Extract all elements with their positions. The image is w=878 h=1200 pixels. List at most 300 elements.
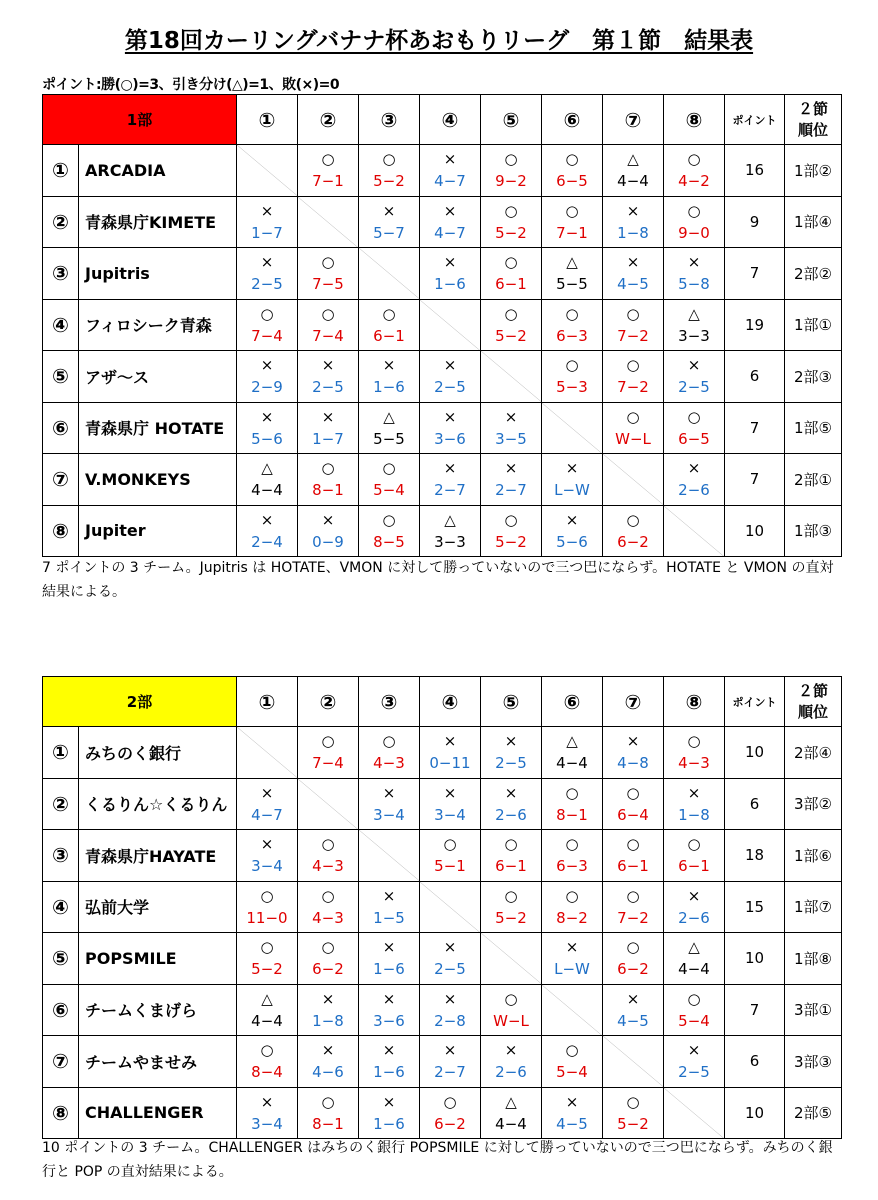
- result-symbol: ○: [504, 304, 518, 323]
- match-result: [664, 727, 725, 779]
- match-result: [298, 145, 359, 197]
- match-score: 4−5: [617, 275, 649, 294]
- table-row: [43, 196, 842, 248]
- result-symbol: ×: [260, 510, 274, 529]
- result-symbol: ×: [687, 783, 701, 802]
- opponent-header-7: ⑦: [603, 95, 664, 145]
- result-symbol: ○: [687, 201, 701, 220]
- match-result: [420, 505, 481, 557]
- team-points: 7: [725, 248, 785, 300]
- match-score: 8−1: [312, 481, 344, 500]
- match-score: 8−5: [373, 532, 405, 551]
- match-result: [664, 299, 725, 351]
- result-symbol: ×: [687, 459, 701, 478]
- match-score: 5−8: [678, 275, 710, 294]
- result-symbol: ×: [443, 938, 457, 957]
- result-symbol: ○: [260, 938, 274, 957]
- match-score: 2−5: [251, 275, 283, 294]
- match-result: [237, 830, 298, 882]
- match-result: [298, 299, 359, 351]
- match-score: 6−3: [556, 326, 588, 345]
- match-result: [237, 505, 298, 557]
- match-result: [359, 351, 420, 403]
- match-result: [237, 1036, 298, 1088]
- result-symbol: ○: [504, 253, 518, 272]
- result-symbol: ○: [626, 356, 640, 375]
- match-result: [420, 1087, 481, 1139]
- result-symbol: ○: [687, 835, 701, 854]
- match-result: [237, 454, 298, 506]
- match-result: [298, 248, 359, 300]
- table-row: [43, 1087, 842, 1139]
- match-score: 8−4: [251, 1063, 283, 1082]
- team-name: くるりん☆くるりん: [79, 778, 237, 830]
- opponent-header-3: ③: [359, 677, 420, 727]
- team-number: ②: [43, 778, 79, 830]
- division-label: 2部: [43, 677, 237, 727]
- match-result: [542, 299, 603, 351]
- match-score: 2−7: [495, 481, 527, 500]
- result-symbol: ○: [626, 938, 640, 957]
- match-result: [420, 933, 481, 985]
- match-score: 2−5: [678, 378, 710, 397]
- match-result: [542, 1036, 603, 1088]
- page-title: 第18回カーリングバナナ杯あおもりリーグ 第１節 結果表: [124, 28, 754, 54]
- self-match-cell: [603, 1036, 664, 1088]
- match-result: [237, 778, 298, 830]
- match-result: [542, 727, 603, 779]
- team-name: みちのく銀行: [79, 727, 237, 779]
- opponent-header-5: ⑤: [481, 95, 542, 145]
- result-symbol: ×: [687, 886, 701, 905]
- result-symbol: △: [444, 510, 456, 529]
- match-result: [359, 881, 420, 933]
- match-result: [481, 1087, 542, 1139]
- match-result: [298, 933, 359, 985]
- match-score: 5−2: [617, 1114, 649, 1133]
- match-score: 1−6: [373, 1114, 405, 1133]
- result-symbol: ×: [504, 459, 518, 478]
- result-symbol: ×: [443, 1041, 457, 1060]
- result-symbol: ×: [626, 732, 640, 751]
- match-result: [420, 727, 481, 779]
- self-match-cell: [359, 248, 420, 300]
- match-score: 5−5: [556, 275, 588, 294]
- team-number: ⑥: [43, 984, 79, 1036]
- result-symbol: ○: [382, 150, 396, 169]
- match-score: 5−4: [678, 1011, 710, 1030]
- match-score: 3−6: [434, 429, 466, 448]
- result-symbol: ○: [504, 201, 518, 220]
- result-symbol: ○: [321, 459, 335, 478]
- result-symbol: ○: [626, 1092, 640, 1111]
- match-score: L−W: [554, 960, 590, 979]
- match-score: 7−4: [312, 754, 344, 773]
- result-symbol: ○: [443, 1092, 457, 1111]
- result-symbol: ○: [504, 835, 518, 854]
- match-result: [603, 727, 664, 779]
- match-result: [542, 778, 603, 830]
- result-symbol: ○: [687, 150, 701, 169]
- next-round-rank: 2部⑤: [785, 1087, 842, 1139]
- match-score: 5−5: [373, 429, 405, 448]
- result-symbol: ×: [260, 407, 274, 426]
- match-result: [420, 196, 481, 248]
- match-score: 5−2: [495, 532, 527, 551]
- team-number: ①: [43, 727, 79, 779]
- match-score: 2−6: [495, 805, 527, 824]
- match-score: 8−2: [556, 908, 588, 927]
- match-result: [664, 248, 725, 300]
- match-score: 7−2: [617, 908, 649, 927]
- match-score: 4−2: [678, 172, 710, 191]
- match-score: 2−7: [434, 1063, 466, 1082]
- team-number: ①: [43, 145, 79, 197]
- self-match-cell: [420, 299, 481, 351]
- match-result: [359, 1087, 420, 1139]
- result-symbol: ○: [321, 835, 335, 854]
- match-result: [359, 1036, 420, 1088]
- match-result: [237, 351, 298, 403]
- match-score: 2−5: [678, 1063, 710, 1082]
- result-symbol: ×: [321, 356, 335, 375]
- result-symbol: ○: [321, 150, 335, 169]
- result-symbol: ×: [443, 150, 457, 169]
- result-symbol: ○: [687, 732, 701, 751]
- match-score: 2−4: [251, 532, 283, 551]
- match-result: [542, 454, 603, 506]
- result-symbol: ○: [565, 201, 579, 220]
- self-match-cell: [603, 454, 664, 506]
- self-match-cell: [298, 778, 359, 830]
- match-score: 6−1: [373, 326, 405, 345]
- result-symbol: ×: [443, 732, 457, 751]
- table-row: [43, 1036, 842, 1088]
- result-symbol: ○: [260, 1041, 274, 1060]
- match-result: [298, 830, 359, 882]
- result-symbol: ×: [565, 938, 579, 957]
- self-match-cell: [542, 402, 603, 454]
- match-score: 1−8: [678, 805, 710, 824]
- match-result: [237, 933, 298, 985]
- match-score: 6−5: [556, 172, 588, 191]
- match-result: [603, 145, 664, 197]
- match-result: [481, 145, 542, 197]
- match-score: 2−8: [434, 1011, 466, 1030]
- match-result: [359, 196, 420, 248]
- team-points: 9: [725, 196, 785, 248]
- team-number: ⑧: [43, 1087, 79, 1139]
- opponent-header-6: ⑥: [542, 95, 603, 145]
- match-result: [481, 299, 542, 351]
- result-symbol: ×: [626, 201, 640, 220]
- match-score: 6−2: [312, 960, 344, 979]
- next-round-rank: 1部③: [785, 505, 842, 557]
- next-round-rank: 3部①: [785, 984, 842, 1036]
- match-result: [664, 196, 725, 248]
- tiebreak-note: 7 ポイントの 3 チーム。Jupitris は HOTATE、VMON に対して勝っていないので三つ巴にならず。HOTATE と VMON の直対結果による。: [42, 560, 834, 600]
- team-number: ⑦: [43, 1036, 79, 1088]
- table-row: [43, 299, 842, 351]
- team-points: 16: [725, 145, 785, 197]
- result-symbol: ×: [443, 989, 457, 1008]
- match-result: [237, 402, 298, 454]
- table-row: [43, 248, 842, 300]
- match-score: 4−4: [251, 1011, 283, 1030]
- match-score: 7−1: [556, 223, 588, 242]
- self-match-cell: [359, 830, 420, 882]
- team-points: 10: [725, 505, 785, 557]
- self-match-cell: [542, 984, 603, 1036]
- match-result: [603, 830, 664, 882]
- match-score: 3−4: [434, 805, 466, 824]
- team-points: 19: [725, 299, 785, 351]
- next-round-rank: 2部③: [785, 351, 842, 403]
- table-row: [43, 933, 842, 985]
- match-score: 2−5: [312, 378, 344, 397]
- match-score: 4−4: [617, 172, 649, 191]
- self-match-cell: [237, 727, 298, 779]
- match-score: 3−4: [373, 805, 405, 824]
- result-symbol: ×: [382, 1092, 396, 1111]
- match-result: [420, 1036, 481, 1088]
- self-match-cell: [481, 933, 542, 985]
- match-score: 4−3: [373, 754, 405, 773]
- match-result: [603, 1087, 664, 1139]
- team-name: 青森県庁KIMETE: [79, 196, 237, 248]
- match-score: 4−7: [434, 223, 466, 242]
- rank-header: ２節 順位: [785, 677, 842, 727]
- opponent-header-8: ⑧: [664, 677, 725, 727]
- match-score: 3−3: [434, 532, 466, 551]
- result-symbol: ×: [382, 938, 396, 957]
- match-score: 2−6: [678, 908, 710, 927]
- match-score: 5−7: [373, 223, 405, 242]
- result-symbol: ×: [382, 783, 396, 802]
- points-header: ポイント: [725, 95, 785, 145]
- table-row: [43, 454, 842, 506]
- team-name: Jupiter: [79, 505, 237, 557]
- match-score: 0−9: [312, 532, 344, 551]
- match-score: 2−5: [434, 378, 466, 397]
- match-score: 4−4: [678, 960, 710, 979]
- opponent-header-6: ⑥: [542, 677, 603, 727]
- team-number: ⑦: [43, 454, 79, 506]
- match-score: 6−2: [617, 960, 649, 979]
- result-symbol: ×: [687, 1041, 701, 1060]
- points-legend: ポイント:勝(○)=3、引き分け(△)=1、敗(×)=0: [42, 77, 340, 93]
- match-result: [481, 505, 542, 557]
- result-symbol: ×: [321, 510, 335, 529]
- result-symbol: △: [261, 989, 273, 1008]
- result-symbol: ○: [565, 835, 579, 854]
- opponent-header-7: ⑦: [603, 677, 664, 727]
- result-symbol: △: [505, 1092, 517, 1111]
- team-name: チームくまげら: [79, 984, 237, 1036]
- match-result: [359, 402, 420, 454]
- match-result: [481, 402, 542, 454]
- match-score: 2−7: [434, 481, 466, 500]
- result-symbol: ○: [687, 989, 701, 1008]
- opponent-header-1: ①: [237, 677, 298, 727]
- match-score: 8−1: [312, 1114, 344, 1133]
- match-score: 5−6: [556, 532, 588, 551]
- table-row: [43, 402, 842, 454]
- match-score: 2−5: [434, 960, 466, 979]
- match-score: 2−9: [251, 378, 283, 397]
- result-symbol: ×: [687, 253, 701, 272]
- match-score: 1−8: [312, 1011, 344, 1030]
- result-symbol: ○: [626, 407, 640, 426]
- result-symbol: ×: [382, 886, 396, 905]
- opponent-header-1: ①: [237, 95, 298, 145]
- result-symbol: ×: [260, 1092, 274, 1111]
- match-result: [359, 933, 420, 985]
- match-result: [298, 984, 359, 1036]
- match-result: [237, 299, 298, 351]
- match-result: [481, 196, 542, 248]
- match-score: 4−3: [678, 754, 710, 773]
- result-symbol: ×: [443, 459, 457, 478]
- match-score: 1−8: [617, 223, 649, 242]
- result-symbol: ×: [382, 1041, 396, 1060]
- match-result: [542, 933, 603, 985]
- match-result: [420, 351, 481, 403]
- match-result: [603, 299, 664, 351]
- match-result: [664, 454, 725, 506]
- match-result: [481, 881, 542, 933]
- match-result: [603, 933, 664, 985]
- next-round-rank: 1部①: [785, 299, 842, 351]
- match-score: 5−1: [434, 857, 466, 876]
- match-score: 8−1: [556, 805, 588, 824]
- match-result: [359, 299, 420, 351]
- result-symbol: ○: [321, 938, 335, 957]
- team-points: 7: [725, 984, 785, 1036]
- next-round-rank: 3部②: [785, 778, 842, 830]
- match-score: 0−11: [429, 754, 471, 773]
- match-result: [542, 196, 603, 248]
- result-symbol: ×: [504, 732, 518, 751]
- team-name: アザ～ス: [79, 351, 237, 403]
- match-result: [237, 196, 298, 248]
- rank-header: ２節 順位: [785, 95, 842, 145]
- team-number: ⑤: [43, 933, 79, 985]
- match-score: 6−4: [617, 805, 649, 824]
- next-round-rank: 1部②: [785, 145, 842, 197]
- match-score: 3−5: [495, 429, 527, 448]
- match-result: [359, 778, 420, 830]
- result-symbol: ×: [504, 407, 518, 426]
- match-score: 6−1: [495, 275, 527, 294]
- match-score: 7−5: [312, 275, 344, 294]
- result-symbol: △: [566, 732, 578, 751]
- next-round-rank: 2部①: [785, 454, 842, 506]
- result-symbol: ○: [321, 732, 335, 751]
- team-points: 6: [725, 778, 785, 830]
- match-score: 7−1: [312, 172, 344, 191]
- result-symbol: △: [261, 459, 273, 478]
- opponent-header-3: ③: [359, 95, 420, 145]
- result-symbol: ○: [260, 886, 274, 905]
- team-name: フィロシーク青森: [79, 299, 237, 351]
- match-result: [542, 145, 603, 197]
- match-score: 7−2: [617, 326, 649, 345]
- match-score: 3−4: [251, 1114, 283, 1133]
- team-points: 6: [725, 351, 785, 403]
- match-score: 5−2: [495, 223, 527, 242]
- team-name: ARCADIA: [79, 145, 237, 197]
- result-symbol: ×: [382, 356, 396, 375]
- match-score: 4−4: [495, 1114, 527, 1133]
- team-number: ④: [43, 299, 79, 351]
- next-round-rank: 1部⑤: [785, 402, 842, 454]
- table-row: [43, 505, 842, 557]
- match-result: [420, 402, 481, 454]
- result-symbol: ○: [565, 150, 579, 169]
- next-round-rank: 1部⑦: [785, 881, 842, 933]
- result-symbol: ×: [565, 510, 579, 529]
- result-symbol: ×: [382, 989, 396, 1008]
- match-score: 5−2: [373, 172, 405, 191]
- opponent-header-4: ④: [420, 95, 481, 145]
- team-name: 弘前大学: [79, 881, 237, 933]
- match-result: [664, 145, 725, 197]
- team-number: ③: [43, 830, 79, 882]
- opponent-header-2: ②: [298, 677, 359, 727]
- result-symbol: ○: [565, 783, 579, 802]
- match-score: 6−2: [617, 532, 649, 551]
- next-round-rank: 2部④: [785, 727, 842, 779]
- result-symbol: ○: [565, 356, 579, 375]
- opponent-header-4: ④: [420, 677, 481, 727]
- match-result: [420, 145, 481, 197]
- result-symbol: ○: [626, 783, 640, 802]
- result-symbol: △: [688, 938, 700, 957]
- match-result: [664, 351, 725, 403]
- team-number: ⑧: [43, 505, 79, 557]
- match-score: 5−4: [556, 1063, 588, 1082]
- match-result: [603, 248, 664, 300]
- tiebreak-note: 10 ポイントの 3 チーム。CHALLENGER はみちのく銀行 POPSMILE に対して勝っていないので三つ巴にならず。みちのく銀行と POP の直対結果による。: [42, 1140, 833, 1180]
- match-score: 5−3: [556, 378, 588, 397]
- result-symbol: ×: [626, 989, 640, 1008]
- team-number: ④: [43, 881, 79, 933]
- result-symbol: ×: [443, 407, 457, 426]
- match-score: 3−3: [678, 326, 710, 345]
- match-score: 2−6: [678, 481, 710, 500]
- match-score: 6−1: [617, 857, 649, 876]
- match-result: [237, 881, 298, 933]
- match-result: [359, 984, 420, 1036]
- match-score: W−L: [493, 1011, 529, 1030]
- result-symbol: ○: [687, 407, 701, 426]
- result-symbol: ×: [443, 356, 457, 375]
- match-result: [664, 881, 725, 933]
- match-result: [359, 454, 420, 506]
- result-symbol: ○: [321, 1092, 335, 1111]
- results-table-div2: [42, 676, 842, 1139]
- match-result: [481, 454, 542, 506]
- match-score: 4−4: [251, 481, 283, 500]
- result-symbol: ○: [504, 989, 518, 1008]
- match-result: [542, 881, 603, 933]
- match-score: 6−1: [495, 857, 527, 876]
- opponent-header-2: ②: [298, 95, 359, 145]
- result-symbol: ×: [382, 201, 396, 220]
- result-symbol: ○: [565, 886, 579, 905]
- match-score: 4−3: [312, 857, 344, 876]
